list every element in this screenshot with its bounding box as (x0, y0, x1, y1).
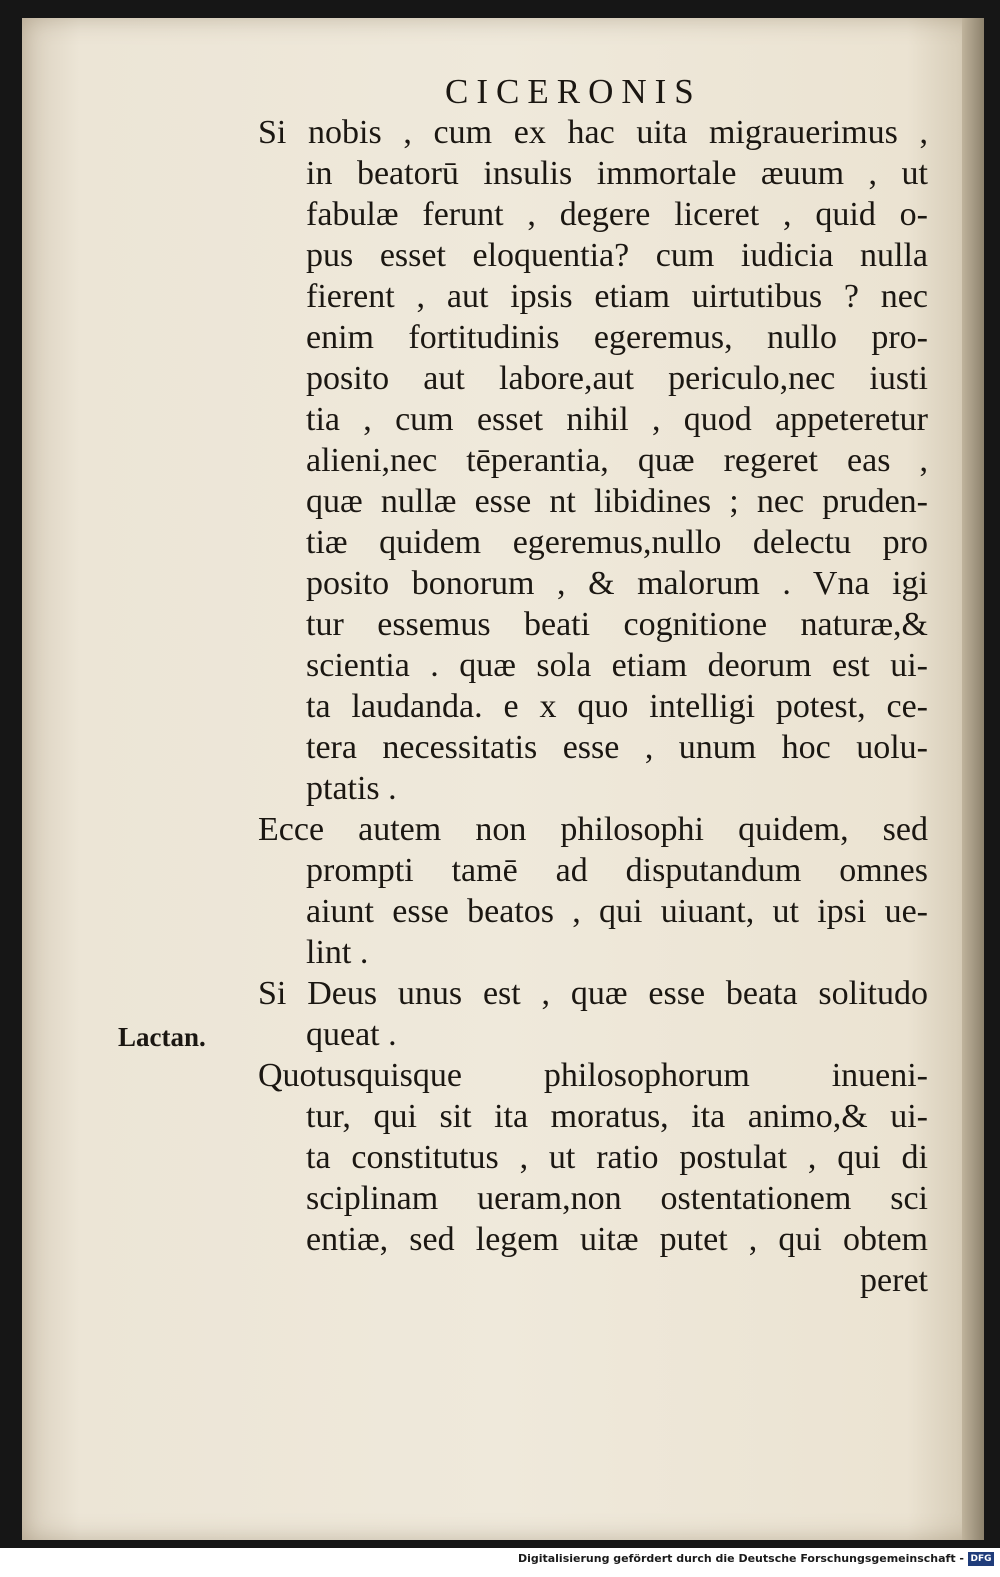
text-line: aiunt esse beatos , qui uiuant, ut ipsi ue- (306, 893, 928, 930)
text-block (258, 112, 928, 1301)
footer-credit: Digitalisierung gefördert durch die Deutsche Forschungsgemeinschaft - (517, 1552, 964, 1565)
paragraph-3 (258, 973, 928, 1055)
text-line: pus esset eloquentia? cum iudicia nulla (306, 237, 928, 274)
marginal-note: Lactan. (118, 1022, 206, 1052)
text-line: tiæ quidem egeremus,nullo delectu pro (306, 524, 928, 561)
text-line: Si Deus unus est , quæ esse beata solitudo (258, 975, 928, 1012)
text-line: queat . (306, 1016, 397, 1053)
text-line: tia , cum esset nihil , quod appeteretur (306, 401, 928, 438)
text-line: entiæ, sed legem uitæ putet , qui obtem (306, 1221, 928, 1258)
text-line: ta constitutus , ut ratio postulat , qui di (306, 1139, 928, 1176)
text-line: quæ nullæ esse nt libidines ; nec pruden- (306, 483, 928, 520)
paragraph-1 (258, 112, 928, 809)
text-line: sciplinam ueram,non ostentationem sci (306, 1180, 928, 1217)
text-line: enim fortitudinis egeremus, nullo pro- (306, 319, 928, 356)
text-line: in beatorū insulis immortale æuum , ut (306, 155, 928, 192)
text-line: Ecce autem non philosophi quidem, sed (258, 811, 928, 848)
text-line: Si nobis , cum ex hac uita migrauerimus , (258, 114, 928, 151)
page-edge (962, 18, 984, 1540)
dfg-logo-icon: DFG (968, 1552, 994, 1566)
catchword: peret (860, 1262, 928, 1299)
text-line: fabulæ ferunt , degere liceret , quid o- (306, 196, 928, 233)
text-line: scientia . quæ sola etiam deorum est ui- (306, 647, 928, 684)
text-line: fierent , aut ipsis etiam uirtutibus ? nec (306, 278, 928, 315)
text-line: alieni,nec tēperantia, quæ regeret eas , (306, 442, 928, 479)
text-line: posito aut labore,aut periculo,nec iusti (306, 360, 928, 397)
text-line: posito bonorum , & malorum . Vna igi (306, 565, 928, 602)
running-header: CICERONIS (445, 72, 702, 111)
text-line: lint . (306, 934, 369, 971)
text-line: ptatis . (306, 770, 397, 807)
paragraph-4 (258, 1055, 928, 1301)
text-line: Quotusquisque philosophorum inueni- (258, 1057, 928, 1094)
text-line: tur, qui sit ita moratus, ita animo,& ui- (306, 1098, 928, 1135)
text-line: prompti tamē ad disputandum omnes (306, 852, 928, 889)
text-line: ta laudanda. e x quo intelligi potest, ce- (306, 688, 928, 725)
paragraph-2 (258, 809, 928, 973)
text-line: tera necessitatis esse , unum hoc uolu- (306, 729, 928, 766)
text-line: tur essemus beati cognitione naturæ,& (306, 606, 928, 643)
